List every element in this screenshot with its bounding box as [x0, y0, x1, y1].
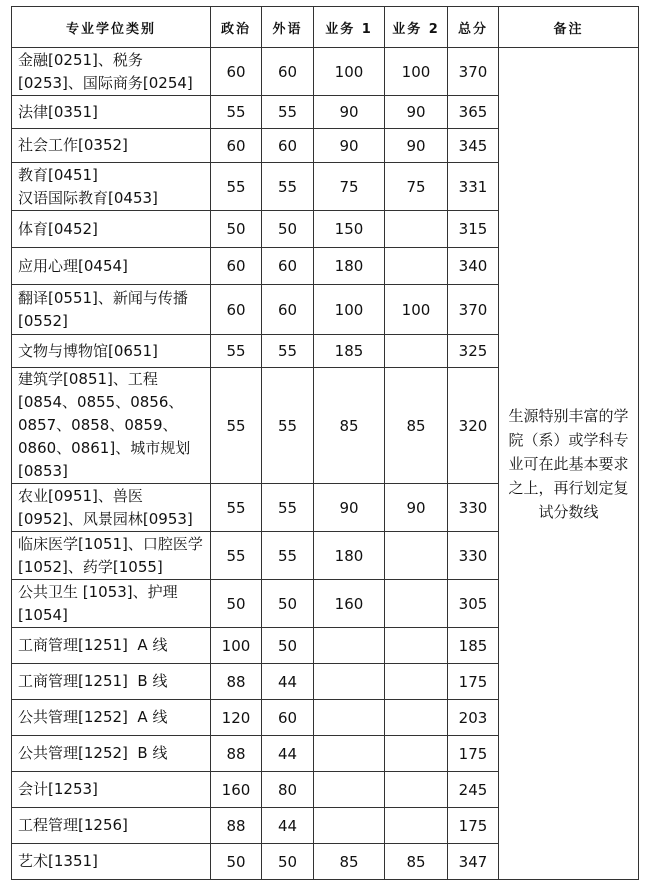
foreign-cell: 60 — [262, 48, 314, 96]
subject2-cell — [385, 580, 448, 628]
subject2-cell — [385, 808, 448, 844]
category-cell: 建筑学[0851]、工程[0854、0855、0856、0857、0858、0859、0860、0861]、城市规划[0853] — [12, 368, 211, 484]
politics-cell: 88 — [211, 664, 262, 700]
subject1-cell: 85 — [314, 368, 385, 484]
subject1-cell — [314, 664, 385, 700]
politics-cell: 55 — [211, 163, 262, 211]
foreign-cell: 50 — [262, 628, 314, 664]
category-cell: 公共管理[1252] B 线 — [12, 736, 211, 772]
politics-cell: 55 — [211, 368, 262, 484]
subject1-cell: 180 — [314, 248, 385, 285]
category-cell: 金融[0251]、税务[0253]、国际商务[0254] — [12, 48, 211, 96]
politics-cell: 88 — [211, 808, 262, 844]
total-cell: 175 — [448, 664, 499, 700]
total-cell: 370 — [448, 48, 499, 96]
politics-cell: 50 — [211, 844, 262, 880]
politics-cell: 50 — [211, 211, 262, 248]
subject2-cell: 90 — [385, 129, 448, 163]
subject1-cell — [314, 808, 385, 844]
header-politics: 政治 — [211, 7, 262, 48]
subject1-cell: 90 — [314, 484, 385, 532]
total-cell: 340 — [448, 248, 499, 285]
category-cell: 工商管理[1251] B 线 — [12, 664, 211, 700]
category-cell: 体育[0452] — [12, 211, 211, 248]
category-cell: 公共卫生 [1053]、护理[1054] — [12, 580, 211, 628]
subject1-cell — [314, 700, 385, 736]
foreign-cell: 80 — [262, 772, 314, 808]
foreign-cell: 60 — [262, 700, 314, 736]
politics-cell: 55 — [211, 484, 262, 532]
politics-cell: 120 — [211, 700, 262, 736]
politics-cell: 60 — [211, 129, 262, 163]
subject1-cell: 90 — [314, 96, 385, 129]
foreign-cell: 50 — [262, 844, 314, 880]
politics-cell: 55 — [211, 335, 262, 368]
subject1-cell: 100 — [314, 285, 385, 335]
subject2-cell: 90 — [385, 96, 448, 129]
category-cell: 翻译[0551]、新闻与传播[0552] — [12, 285, 211, 335]
politics-cell: 88 — [211, 736, 262, 772]
total-cell: 203 — [448, 700, 499, 736]
foreign-cell: 55 — [262, 163, 314, 211]
subject2-cell — [385, 532, 448, 580]
subject2-cell — [385, 772, 448, 808]
foreign-cell: 60 — [262, 248, 314, 285]
total-cell: 185 — [448, 628, 499, 664]
foreign-cell: 60 — [262, 285, 314, 335]
total-cell: 320 — [448, 368, 499, 484]
politics-cell: 100 — [211, 628, 262, 664]
subject1-cell — [314, 736, 385, 772]
total-cell: 175 — [448, 808, 499, 844]
header-category: 专业学位类别 — [12, 7, 211, 48]
subject2-cell: 100 — [385, 48, 448, 96]
category-cell: 法律[0351] — [12, 96, 211, 129]
subject1-cell: 75 — [314, 163, 385, 211]
subject1-cell: 150 — [314, 211, 385, 248]
foreign-cell: 55 — [262, 368, 314, 484]
header-total: 总分 — [448, 7, 499, 48]
foreign-cell: 50 — [262, 211, 314, 248]
foreign-cell: 60 — [262, 129, 314, 163]
header-subject2: 业务 2 — [385, 7, 448, 48]
total-cell: 175 — [448, 736, 499, 772]
subject2-cell — [385, 335, 448, 368]
subject1-cell: 180 — [314, 532, 385, 580]
subject2-cell: 90 — [385, 484, 448, 532]
subject2-cell — [385, 628, 448, 664]
foreign-cell: 55 — [262, 532, 314, 580]
subject2-cell — [385, 211, 448, 248]
header-row — [12, 7, 639, 48]
category-cell: 临床医学[1051]、口腔医学[1052]、药学[1055] — [12, 532, 211, 580]
category-cell: 会计[1253] — [12, 772, 211, 808]
table-row — [12, 48, 639, 96]
total-cell: 325 — [448, 335, 499, 368]
category-cell: 社会工作[0352] — [12, 129, 211, 163]
subject1-cell — [314, 628, 385, 664]
politics-cell: 60 — [211, 248, 262, 285]
foreign-cell: 44 — [262, 808, 314, 844]
politics-cell: 50 — [211, 580, 262, 628]
total-cell: 330 — [448, 484, 499, 532]
subject2-cell — [385, 736, 448, 772]
subject2-cell: 100 — [385, 285, 448, 335]
subject1-cell — [314, 772, 385, 808]
category-cell: 文物与博物馆[0651] — [12, 335, 211, 368]
total-cell: 331 — [448, 163, 499, 211]
politics-cell: 60 — [211, 285, 262, 335]
notes-cell: 生源特别丰富的学院（系）或学科专业可在此基本要求之上，再行划定复试分数线 — [499, 48, 639, 880]
category-cell: 公共管理[1252] A 线 — [12, 700, 211, 736]
category-cell: 应用心理[0454] — [12, 248, 211, 285]
total-cell: 315 — [448, 211, 499, 248]
total-cell: 347 — [448, 844, 499, 880]
category-cell: 工程管理[1256] — [12, 808, 211, 844]
subject1-cell: 90 — [314, 129, 385, 163]
subject2-cell: 75 — [385, 163, 448, 211]
subject1-cell: 85 — [314, 844, 385, 880]
header-subject1: 业务 1 — [314, 7, 385, 48]
subject1-cell: 160 — [314, 580, 385, 628]
total-cell: 305 — [448, 580, 499, 628]
total-cell: 345 — [448, 129, 499, 163]
foreign-cell: 44 — [262, 664, 314, 700]
foreign-cell: 50 — [262, 580, 314, 628]
foreign-cell: 55 — [262, 484, 314, 532]
header-foreign: 外语 — [262, 7, 314, 48]
subject2-cell — [385, 664, 448, 700]
politics-cell: 60 — [211, 48, 262, 96]
total-cell: 365 — [448, 96, 499, 129]
subject2-cell — [385, 700, 448, 736]
category-cell: 工商管理[1251] A 线 — [12, 628, 211, 664]
subject2-cell: 85 — [385, 844, 448, 880]
subject2-cell: 85 — [385, 368, 448, 484]
politics-cell: 55 — [211, 96, 262, 129]
subject1-cell: 185 — [314, 335, 385, 368]
category-cell: 艺术[1351] — [12, 844, 211, 880]
total-cell: 370 — [448, 285, 499, 335]
foreign-cell: 55 — [262, 335, 314, 368]
score-table — [11, 6, 639, 880]
foreign-cell: 44 — [262, 736, 314, 772]
subject2-cell — [385, 248, 448, 285]
foreign-cell: 55 — [262, 96, 314, 129]
header-notes: 备注 — [499, 7, 639, 48]
total-cell: 245 — [448, 772, 499, 808]
category-cell: 农业[0951]、兽医[0952]、风景园林[0953] — [12, 484, 211, 532]
politics-cell: 160 — [211, 772, 262, 808]
subject1-cell: 100 — [314, 48, 385, 96]
politics-cell: 55 — [211, 532, 262, 580]
total-cell: 330 — [448, 532, 499, 580]
category-cell: 教育[0451] 汉语国际教育[0453] — [12, 163, 211, 211]
